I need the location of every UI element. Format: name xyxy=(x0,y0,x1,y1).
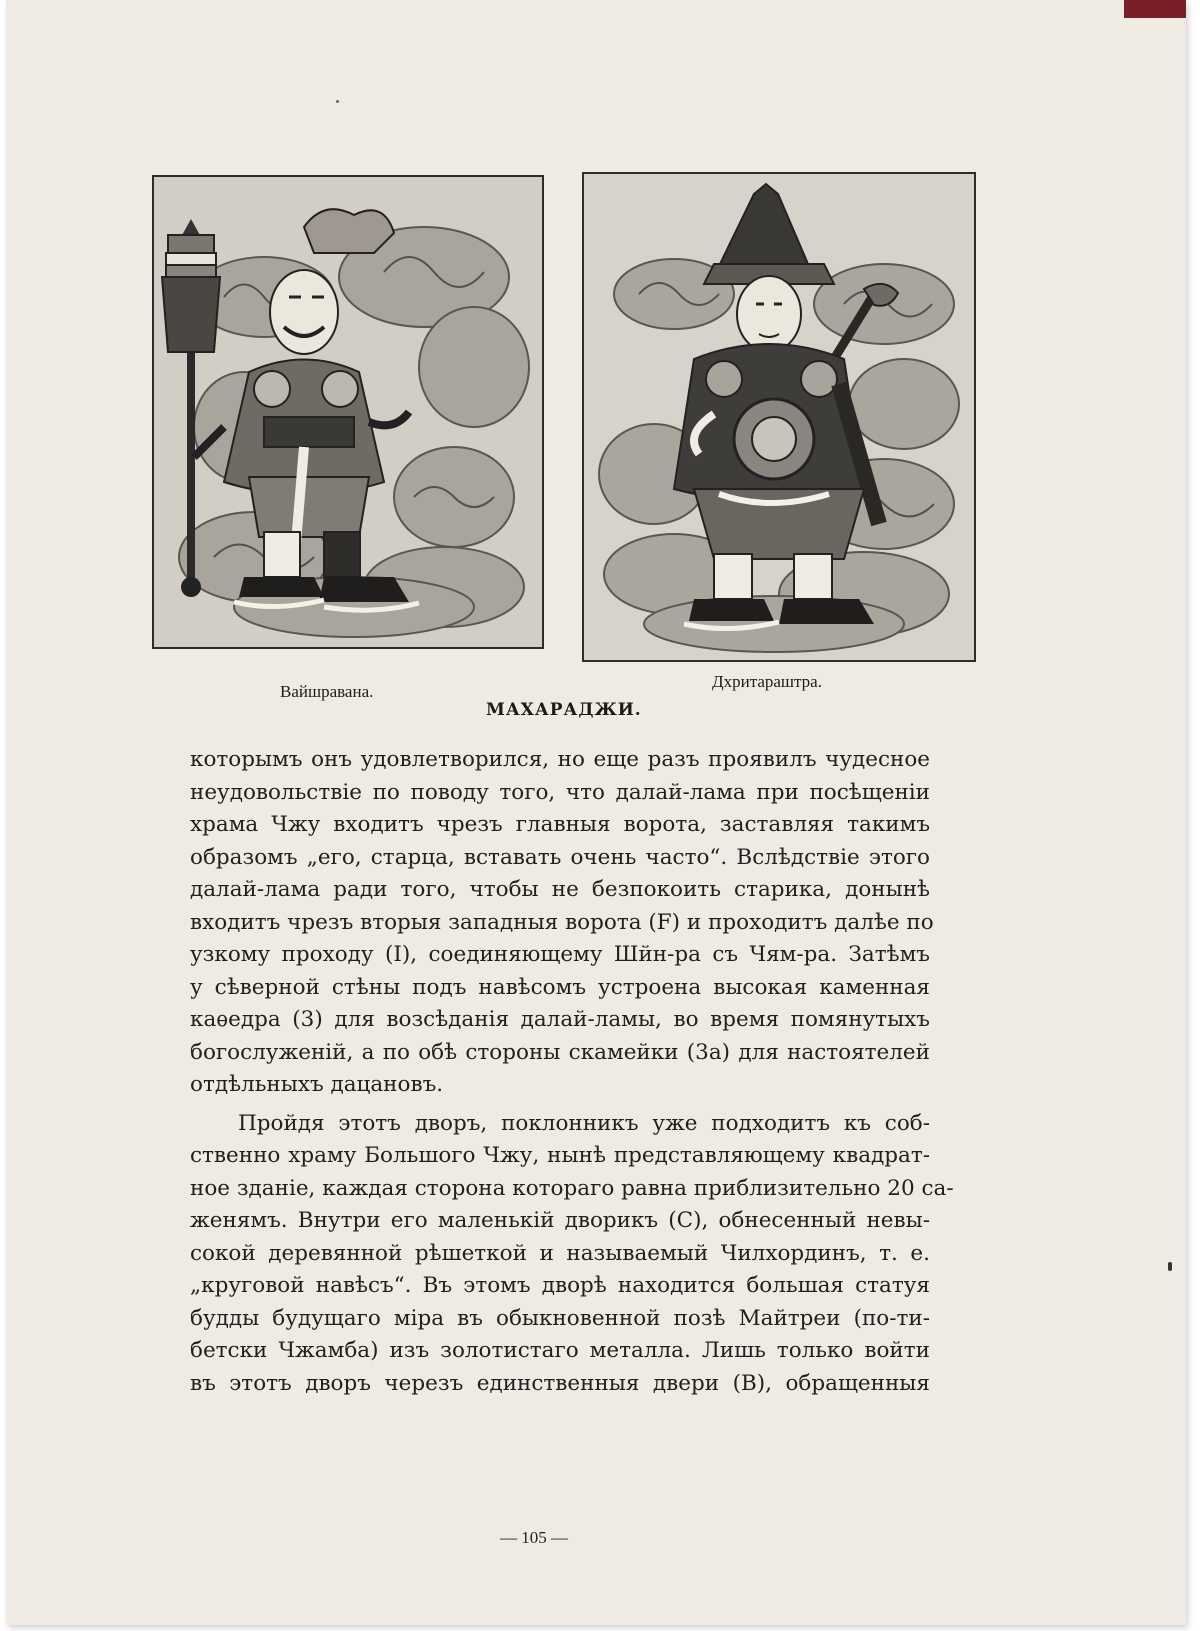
illustration-vaishravana xyxy=(152,175,544,649)
page-edge-mark xyxy=(1124,0,1186,18)
text-line: ственно храму Большого Чжу, нынѣ представляющему квадрат- xyxy=(190,1143,930,1168)
text-line: входитъ чрезъ вторыя западныя ворота (F) и проходитъ далѣе по xyxy=(190,909,934,935)
text-line: „круговой навѣсъ“. Въ этомъ дворѣ находится большая статуя xyxy=(190,1273,930,1298)
paragraph-1 xyxy=(190,744,934,1102)
text-line: бетски Чжамба) изъ золотистаго металла. Лишь только войти xyxy=(190,1338,930,1363)
text-line: храма Чжу входитъ чрезъ главныя ворота, заставляя такимъ xyxy=(190,812,930,837)
text-line: неудовольствіе по поводу того, что далай-лама при посѣщеніи xyxy=(190,779,930,805)
text-line: далай-лама ради того, чтобы не безпокоить старика, донынѣ xyxy=(190,877,930,902)
text-line: которымъ онъ удовлетворился, но еще разъ проявилъ чудесное xyxy=(190,747,930,772)
text-line: богослуженій, а по обѣ стороны скамейки (3а) для настоятелей xyxy=(190,1039,930,1065)
paper-speck xyxy=(336,100,339,103)
figure-caption-right: Дхритараштра. xyxy=(712,672,822,691)
illustration-dhritarashtra xyxy=(582,172,976,662)
text-line: женямъ. Внутри его маленькій дворикъ (С), обнесенный невы- xyxy=(190,1208,930,1233)
text-line: Пройдя этотъ дворъ, поклонникъ уже подходитъ къ соб- xyxy=(238,1110,930,1136)
paper-speck xyxy=(1168,1262,1172,1271)
body-text xyxy=(190,744,954,1400)
text-line: узкому проходу (I), соединяющему Шйн-ра съ Чям-ра. Затѣмъ xyxy=(190,942,930,967)
text-line: будды будущаго міра въ обыкновенной позѣ Майтреи (по-ти- xyxy=(190,1305,930,1331)
text-line: въ этотъ дворъ черезъ единственныя двери (В), обращенныя xyxy=(190,1370,930,1396)
text-line: каѳедра (3) для возсѣданія далай-ламы, во время помянутыхъ xyxy=(190,1007,930,1032)
text-line: у сѣверной стѣны подъ навѣсомъ устроена высокая каменная xyxy=(190,974,930,1000)
page-number: — 105 — xyxy=(500,1528,568,1547)
plate-title: МАХАРАДЖИ. xyxy=(486,700,642,720)
paragraph-2 xyxy=(190,1108,954,1401)
text-line: отдѣльныхъ дацановъ. xyxy=(190,1072,444,1097)
figure-caption-left: Вайшравана. xyxy=(280,682,374,701)
text-line: образомъ „его, старца, вставать очень часто“. Вслѣдствіе этого xyxy=(190,844,930,870)
text-line: ное зданіе, каждая сторона котораго равна приблизительно 20 са- xyxy=(190,1175,954,1201)
text-line: сокой деревянной рѣшеткой и называемый Чилхординъ, т. е. xyxy=(190,1240,930,1266)
